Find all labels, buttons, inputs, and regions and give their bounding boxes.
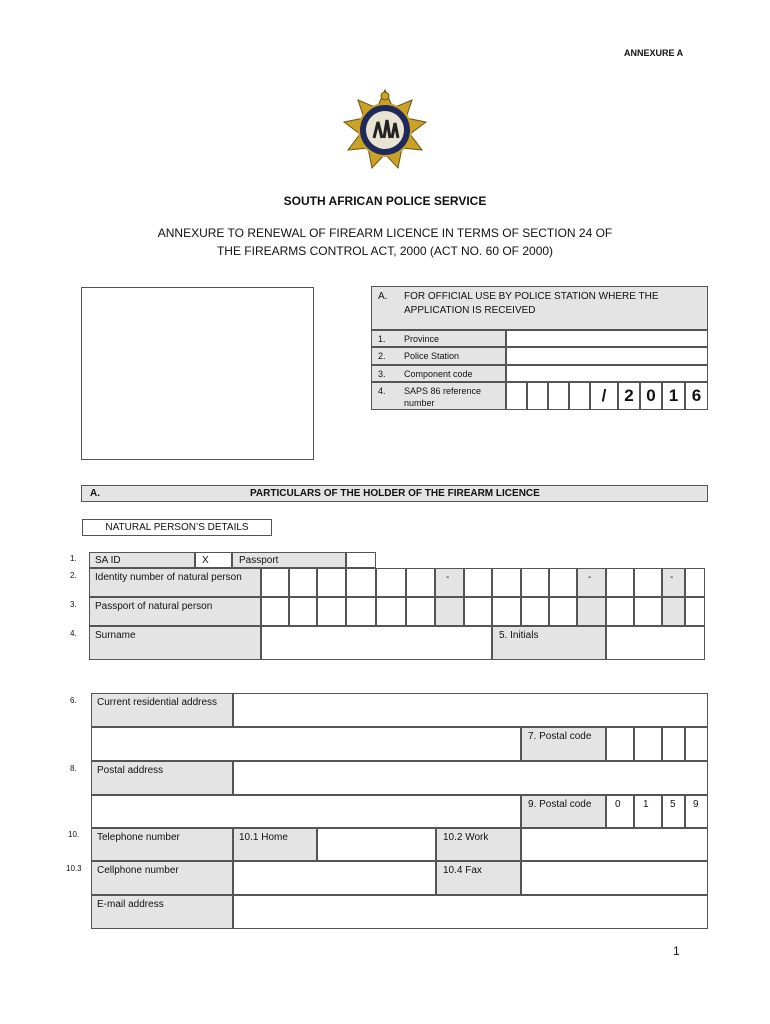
ref-box[interactable] — [527, 382, 548, 410]
id-separator: - — [662, 568, 685, 597]
id-digit-box[interactable] — [376, 568, 406, 597]
passport-digit-box[interactable] — [376, 597, 406, 626]
subtitle-line-2: THE FIREARMS CONTROL ACT, 2000 (ACT NO. 60 OF 2000) — [216, 244, 554, 258]
initials-field[interactable] — [606, 626, 705, 660]
annexure-label: ANNEXURE A — [624, 48, 684, 58]
home-phone-field[interactable] — [317, 828, 436, 861]
org-title: SOUTH AFRICAN POLICE SERVICE — [283, 194, 487, 208]
ref-digit[interactable]: 1 — [662, 382, 685, 410]
passport-digit-box[interactable] — [317, 597, 346, 626]
postal-code-9-box[interactable]: 9 — [685, 795, 708, 828]
cellphone-label: Cellphone number — [91, 861, 233, 895]
province-field[interactable] — [506, 330, 708, 347]
ref-box[interactable] — [569, 382, 590, 410]
postal-code-7-box[interactable] — [685, 727, 708, 761]
id-digit-box[interactable] — [289, 568, 317, 597]
postal-code-7-box[interactable] — [606, 727, 634, 761]
identity-number-label: Identity number of natural person — [89, 568, 261, 597]
component-code-field[interactable] — [506, 365, 708, 382]
id-digit-box[interactable] — [549, 568, 577, 597]
postal-code-7-label: 7. Postal code — [521, 727, 606, 761]
id-separator: - — [435, 568, 464, 597]
natural-person-label: NATURAL PERSON’S DETAILS — [82, 519, 272, 536]
surname-label: Surname — [89, 626, 261, 660]
section-a-bar: A. PARTICULARS OF THE HOLDER OF THE FIREARM LICENCE — [81, 485, 708, 502]
passport-digit-box[interactable] — [289, 597, 317, 626]
police-station-field[interactable] — [506, 347, 708, 365]
passport-digit-box[interactable] — [577, 597, 606, 626]
passport-digit-box[interactable] — [662, 597, 685, 626]
email-label: E-mail address — [91, 895, 233, 929]
id-digit-box[interactable] — [606, 568, 634, 597]
ref-digit[interactable]: 6 — [685, 382, 708, 410]
fax-label: 10.4 Fax — [436, 861, 521, 895]
official-row-saps-ref: 4. SAPS 86 reference number — [371, 382, 506, 410]
cellphone-field[interactable] — [233, 861, 436, 895]
postal-address-field[interactable] — [233, 761, 708, 795]
postal-code-9-box[interactable]: 1 — [634, 795, 662, 828]
passport-digit-box[interactable] — [685, 597, 705, 626]
home-label: 10.1 Home — [233, 828, 317, 861]
official-row-component-code: 3. Component code — [371, 365, 506, 382]
email-field[interactable] — [233, 895, 708, 929]
ref-box[interactable] — [548, 382, 569, 410]
id-digit-box[interactable] — [406, 568, 435, 597]
passport-digit-box[interactable] — [435, 597, 464, 626]
page-number: 1 — [673, 944, 680, 958]
id-digit-box[interactable] — [261, 568, 289, 597]
passport-natural-label: Passport of natural person — [89, 597, 261, 626]
passport-digit-box[interactable] — [521, 597, 549, 626]
passport-option[interactable]: Passport — [232, 552, 346, 568]
postal-code-9-label: 9. Postal code — [521, 795, 606, 828]
id-digit-box[interactable] — [317, 568, 346, 597]
id-digit-box[interactable] — [464, 568, 492, 597]
saps-emblem-icon — [340, 88, 430, 174]
passport-digit-box[interactable] — [606, 597, 634, 626]
postal-address-line-2[interactable] — [91, 795, 521, 828]
id-digit-box[interactable] — [346, 568, 376, 597]
ref-digit[interactable]: 2 — [618, 382, 640, 410]
sa-id-checkbox[interactable]: X — [195, 552, 232, 568]
postal-code-9-box[interactable]: 0 — [606, 795, 634, 828]
postal-code-7-box[interactable] — [634, 727, 662, 761]
official-use-header: A. FOR OFFICIAL USE BY POLICE STATION WHERE THE APPLICATION IS RECEIVED — [371, 286, 708, 330]
residential-address-label: Current residential address — [91, 693, 233, 727]
photo-box[interactable] — [81, 287, 314, 460]
postal-address-label: Postal address — [91, 761, 233, 795]
surname-field[interactable] — [261, 626, 492, 660]
passport-digit-box[interactable] — [346, 597, 376, 626]
id-digit-box[interactable] — [634, 568, 662, 597]
section-a-title: PARTICULARS OF THE HOLDER OF THE FIREARM LICENCE — [250, 488, 540, 499]
official-row-province: 1. Province — [371, 330, 506, 347]
residential-address-line-2[interactable] — [91, 727, 521, 761]
passport-digit-box[interactable] — [634, 597, 662, 626]
work-label: 10.2 Work — [436, 828, 521, 861]
passport-digit-box[interactable] — [406, 597, 435, 626]
passport-digit-box[interactable] — [492, 597, 521, 626]
id-digit-box[interactable] — [521, 568, 549, 597]
subtitle-line-1: ANNEXURE TO RENEWAL OF FIREARM LICENCE IN TERMS OF SECTION 24 OF — [157, 226, 613, 240]
ref-slash: / — [590, 382, 618, 410]
id-digit-box[interactable] — [492, 568, 521, 597]
telephone-label: Telephone number — [91, 828, 233, 861]
postal-code-7-box[interactable] — [662, 727, 685, 761]
ref-box[interactable] — [506, 382, 527, 410]
id-digit-box[interactable] — [685, 568, 705, 597]
fax-field[interactable] — [521, 861, 708, 895]
passport-digit-box[interactable] — [464, 597, 492, 626]
passport-digit-box[interactable] — [549, 597, 577, 626]
work-phone-field[interactable] — [521, 828, 708, 861]
passport-checkbox[interactable] — [346, 552, 376, 568]
official-row-police-station: 2. Police Station — [371, 347, 506, 365]
ref-digit[interactable]: 0 — [640, 382, 662, 410]
sa-id-option[interactable]: SA ID — [89, 552, 195, 568]
initials-label: 5. Initials — [492, 626, 606, 660]
postal-code-9-box[interactable]: 5 — [662, 795, 685, 828]
passport-digit-box[interactable] — [261, 597, 289, 626]
residential-address-field[interactable] — [233, 693, 708, 727]
id-separator: - — [577, 568, 606, 597]
